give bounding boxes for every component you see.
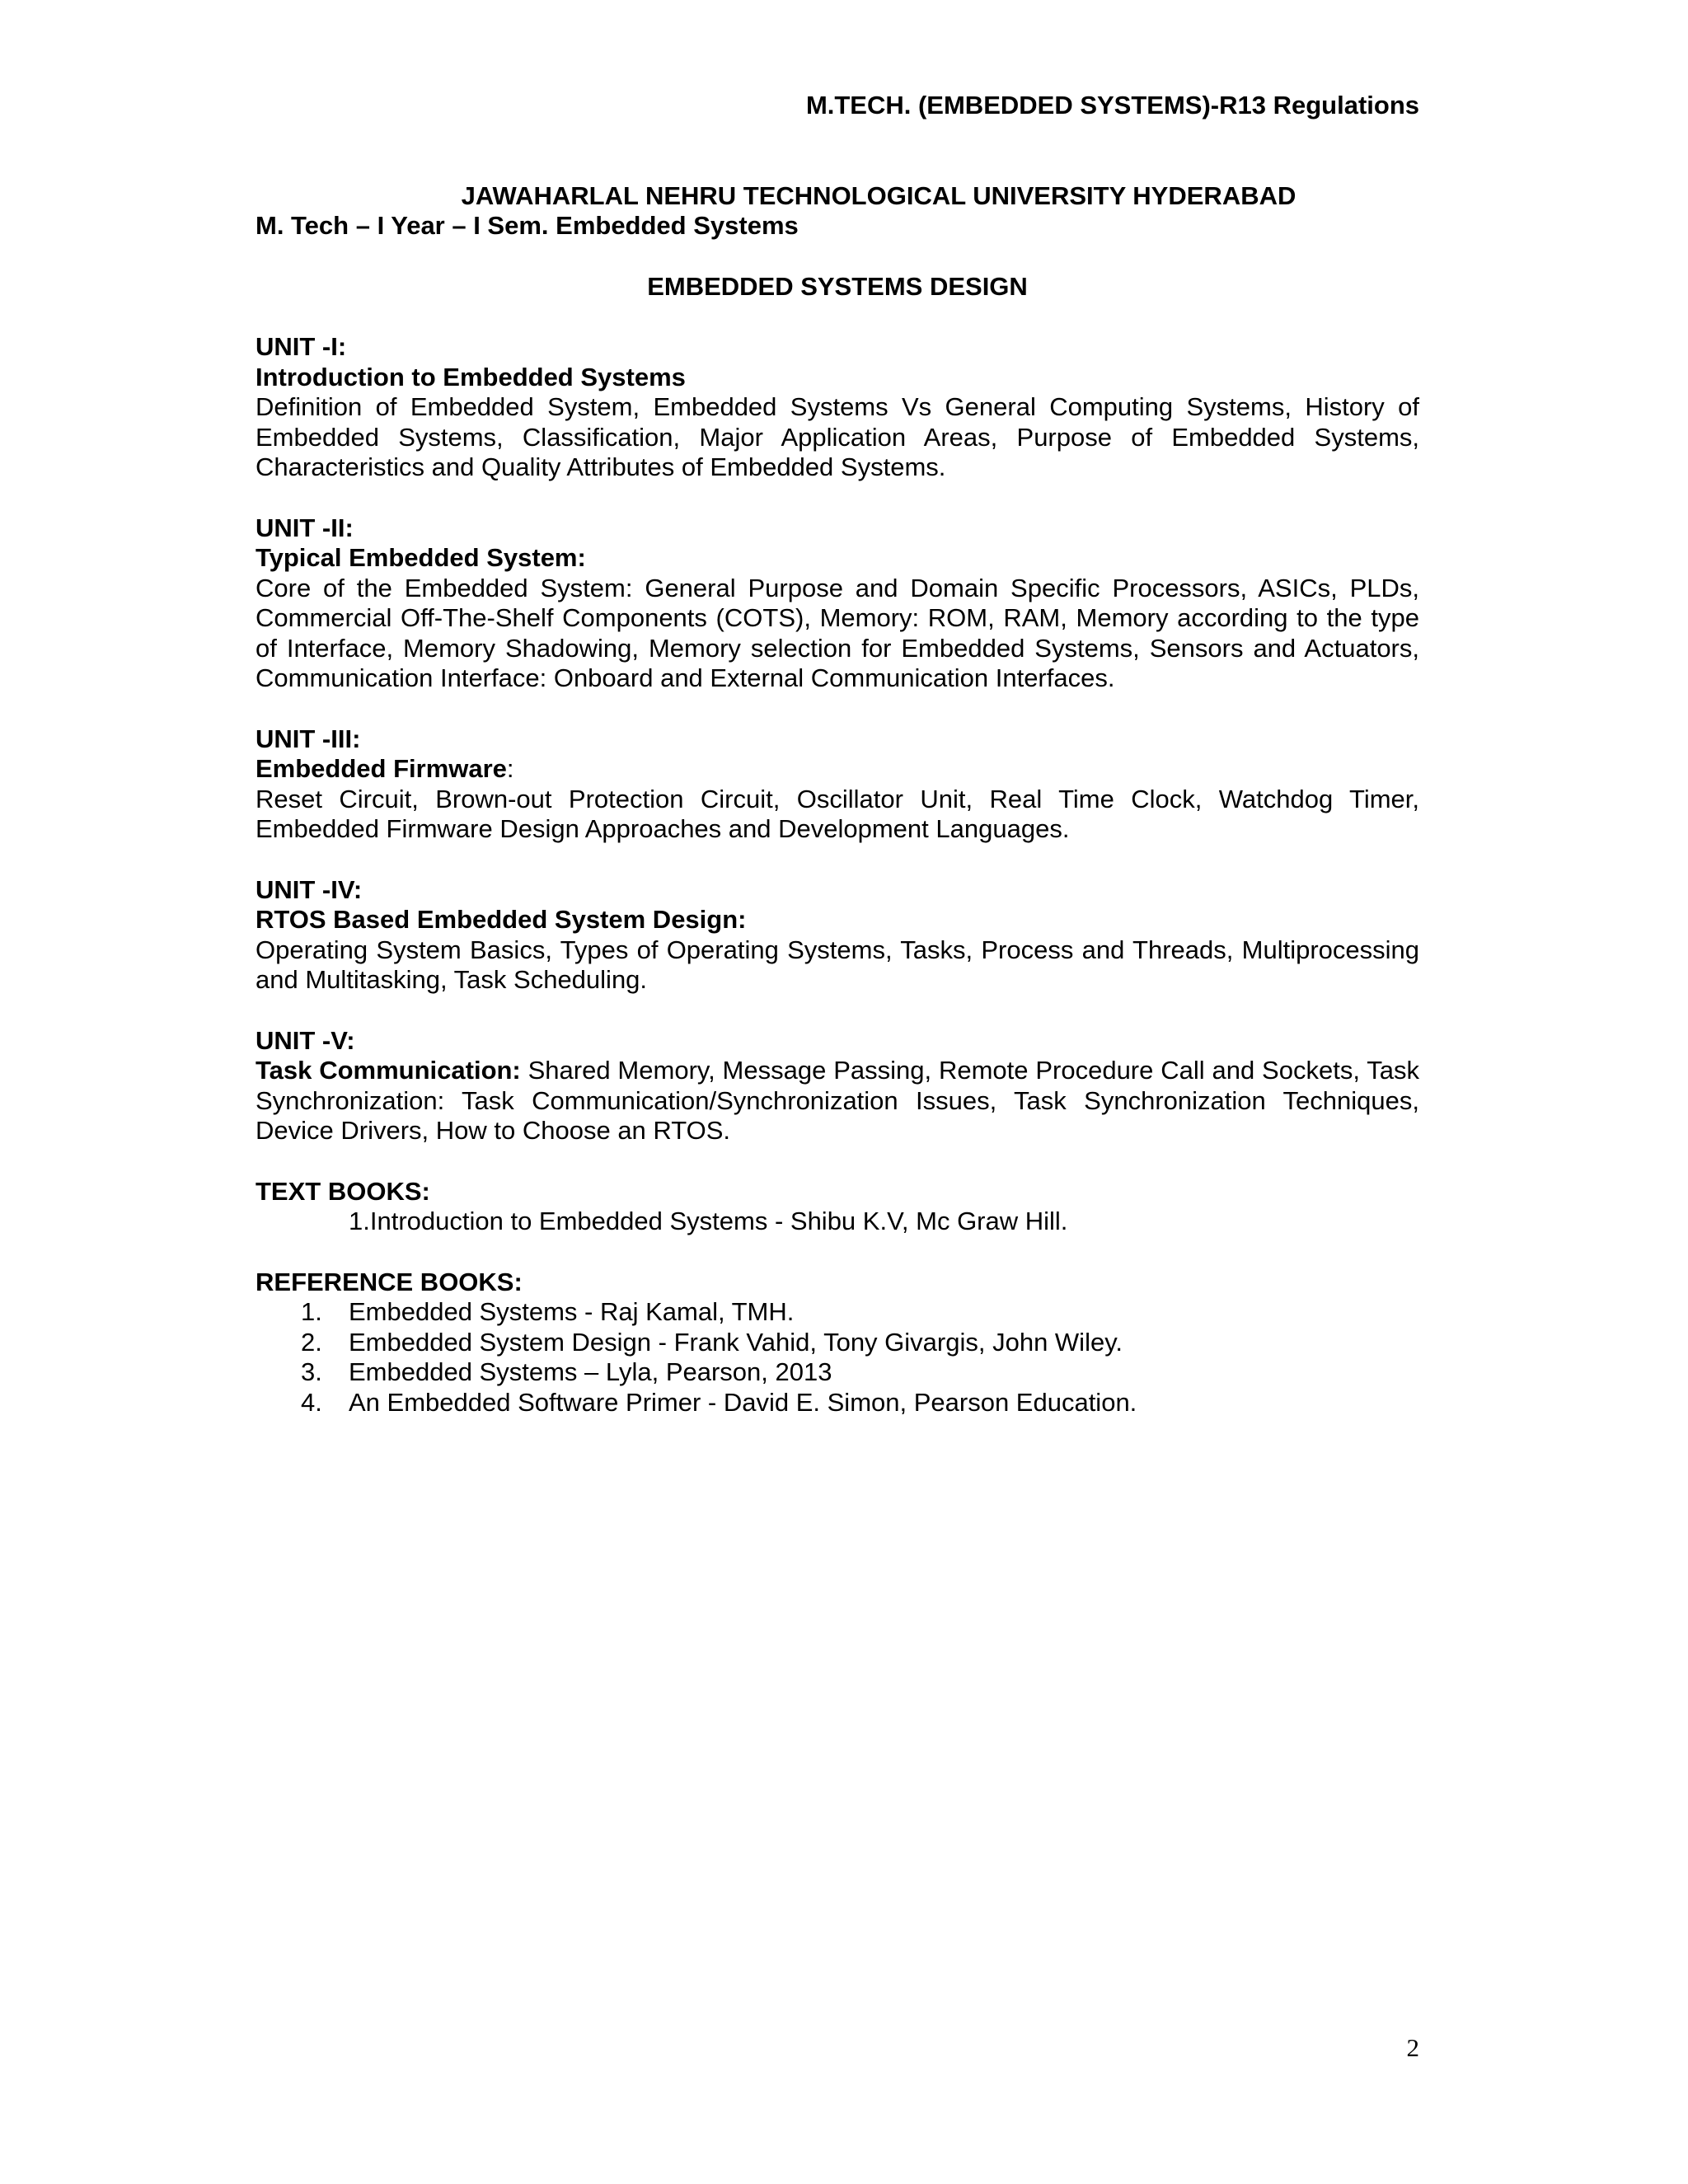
semester-line: M. Tech – I Year – I Sem. Embedded Systems xyxy=(256,211,799,240)
list-text: Embedded Systems – Lyla, Pearson, 2013 xyxy=(349,1357,832,1386)
unit-4 xyxy=(256,875,1419,996)
unit-topic: Embedded Firmware xyxy=(256,754,507,783)
unit-body: Shared Memory, Message Passing, Remote Procedure Call and Sockets, Task Synchronization: Task Communication/Synchronization Issues, Task Synchronization Techniques, Device Drivers, How to Choose an RTOS. xyxy=(256,1056,1419,1145)
reference-books-section xyxy=(256,1268,1419,1418)
unit-topic: Typical Embedded System: xyxy=(256,543,586,572)
list-number: 1. xyxy=(301,1297,322,1326)
unit-2 xyxy=(256,513,1419,694)
unit-3 xyxy=(256,724,1419,845)
unit-label: UNIT -II: xyxy=(256,513,354,542)
unit-body: Reset Circuit, Brown-out Protection Circuit, Oscillator Unit, Real Time Clock, Watchdog Timer, Embedded Firmware Design Approaches and Development Languages. xyxy=(256,784,1419,843)
unit-body-with-topic xyxy=(256,1056,1419,1146)
unit-body: Core of the Embedded System: General Purpose and Domain Specific Processors, ASICs, PLDs, Commercial Off-The-Shelf Components (COTS), Memory: ROM, RAM, Memory according to the type of Interface, Memory Shadowing, Memory selection for Embedded Systems, Sensors and Actuators, Communication Interface: Onboard and External Communication Interfaces. xyxy=(256,573,1419,692)
list-text: Introduction to Embedded Systems - Shibu K.V, Mc Graw Hill. xyxy=(369,1207,1068,1235)
page-content xyxy=(256,91,1419,1418)
list-item xyxy=(256,1357,1419,1388)
unit-topic-suffix: : xyxy=(506,754,514,783)
reference-books-list xyxy=(256,1297,1419,1418)
list-number: 2. xyxy=(301,1327,322,1357)
unit-label: UNIT -III: xyxy=(256,724,361,753)
text-books-section xyxy=(256,1177,1419,1237)
list-item xyxy=(256,1388,1419,1418)
list-number: 3. xyxy=(301,1357,322,1386)
unit-body: Definition of Embedded System, Embedded Systems Vs General Computing Systems, History of Embedded Systems, Classification, Major Application Areas, Purpose of Embedded Systems, Characteristics and Quality Attributes of Embedded Systems. xyxy=(256,392,1419,481)
list-text: Embedded Systems - Raj Kamal, TMH. xyxy=(349,1297,795,1326)
list-item xyxy=(256,1328,1419,1358)
list-number: 1. xyxy=(349,1207,370,1235)
text-books-list xyxy=(256,1207,1419,1237)
unit-1 xyxy=(256,332,1419,483)
unit-topic: Introduction to Embedded Systems xyxy=(256,362,686,391)
reference-books-heading: REFERENCE BOOKS: xyxy=(256,1267,523,1296)
unit-topic: RTOS Based Embedded System Design: xyxy=(256,905,747,934)
unit-5 xyxy=(256,1026,1419,1146)
list-item xyxy=(256,1297,1419,1328)
course-title: EMBEDDED SYSTEMS DESIGN xyxy=(647,271,1028,301)
text-books-heading: TEXT BOOKS: xyxy=(256,1176,430,1206)
unit-topic-line xyxy=(256,754,1419,785)
unit-label: UNIT -I: xyxy=(256,332,347,361)
list-number: 4. xyxy=(301,1387,322,1417)
unit-label: UNIT -IV: xyxy=(256,874,363,904)
regulation-header: M.TECH. (EMBEDDED SYSTEMS)-R13 Regulations xyxy=(805,91,1419,120)
list-text: An Embedded Software Primer - David E. Simon, Pearson Education. xyxy=(349,1387,1137,1417)
unit-label: UNIT -V: xyxy=(256,1025,355,1055)
unit-body: Operating System Basics, Types of Operating Systems, Tasks, Process and Threads, Multiprocessing and Multitasking, Task Scheduling. xyxy=(256,935,1419,994)
list-text: Embedded System Design - Frank Vahid, Tony Givargis, John Wiley. xyxy=(349,1327,1123,1357)
unit-topic: Task Communication: xyxy=(256,1056,521,1085)
university-name: JAWAHARLAL NEHRU TECHNOLOGICAL UNIVERSITY HYDERABAD xyxy=(461,180,1296,210)
list-item xyxy=(256,1207,1419,1237)
page-number: 2 xyxy=(1406,2033,1419,2062)
